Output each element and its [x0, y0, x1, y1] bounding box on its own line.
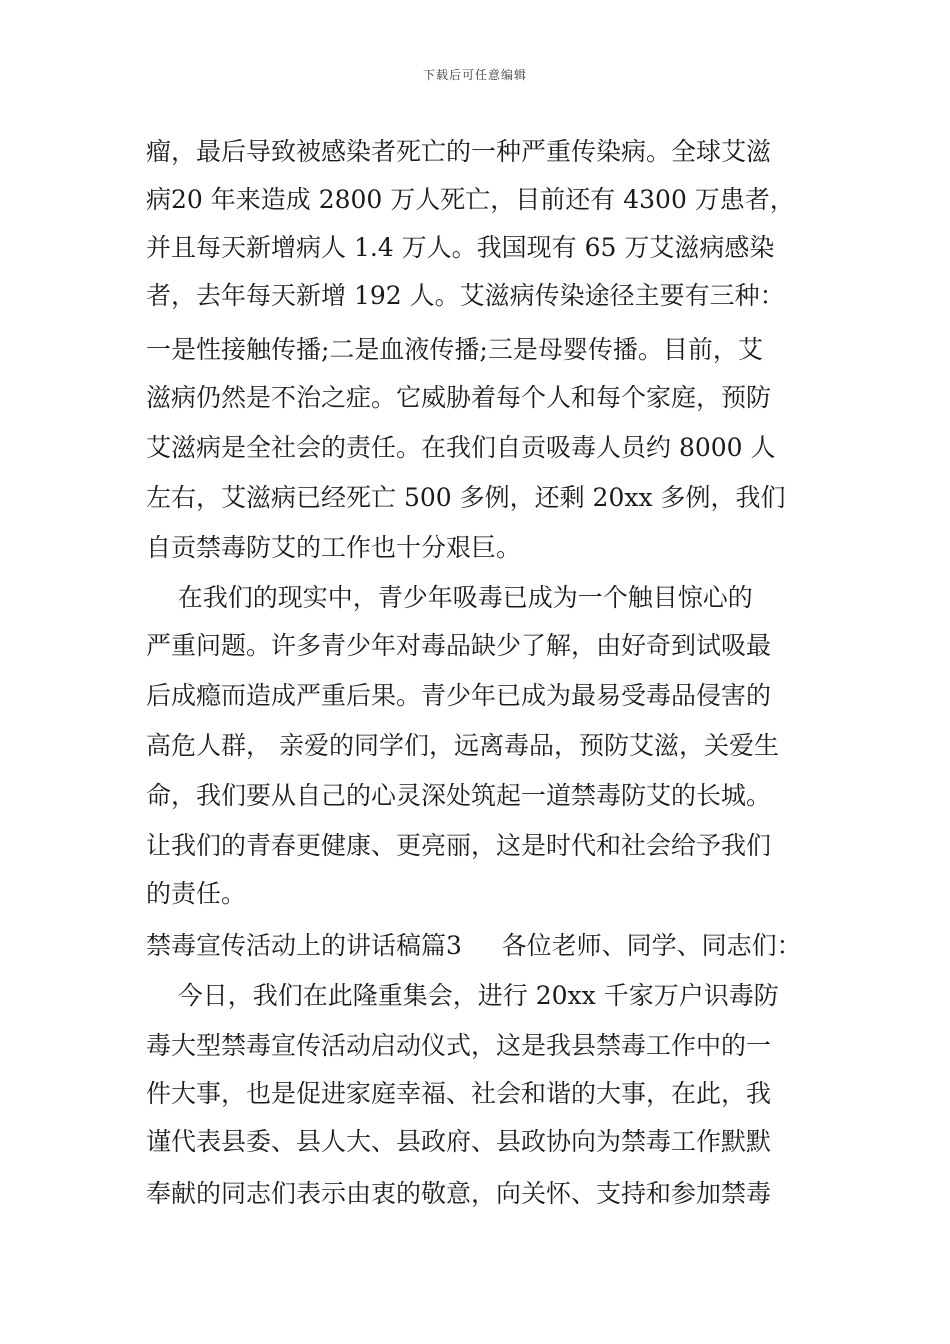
text-line: 让我们的青春更健康、更亮丽，这是时代和社会给予我们 [146, 831, 772, 860]
text-line: 瘤，最后导致被感染者死亡的一种严重传染病。全球艾滋 [146, 137, 772, 166]
text-line: 艾滋病是全社会的责任。在我们自贡吸毒人员约 8000 人 [146, 433, 776, 462]
text-line: 者，去年每天新增 192 人。艾滋病传染途径主要有三种： [146, 281, 785, 310]
text-line: 病20 年来造成 2800 万人死亡，目前还有 4300 万患者， [146, 185, 795, 214]
text-line: 一是性接触传播;二是血液传播;三是母婴传播。目前，艾 [146, 335, 763, 364]
text-line: 今日，我们在此隆重集会，进行 20xx 千家万户识毒防 [146, 981, 779, 1010]
text-line: 毒大型禁毒宣传活动启动仪式，这是我县禁毒工作中的一 [146, 1031, 772, 1060]
text-line: 件大事，也是促进家庭幸福、社会和谐的大事，在此，我 [146, 1079, 772, 1108]
text-line: 左右，艾滋病已经死亡 500 多例，还剩 20xx 多例，我们 [146, 483, 786, 512]
text-line: 的责任。 [146, 879, 247, 908]
text-line: 滋病仍然是不治之症。它威胁着每个人和每个家庭，预防 [146, 383, 772, 412]
section-heading: 禁毒宣传活动上的讲话稿篇3 各位老师、同学、同志们： [146, 931, 802, 960]
text-line: 在我们的现实中，青少年吸毒已成为一个触目惊心的 [146, 583, 753, 612]
text-line: 自贡禁毒防艾的工作也十分艰巨。 [146, 533, 522, 562]
page-header-note: 下载后可任意编辑 [422, 68, 527, 82]
text-line: 高危人群， 亲爱的同学们，远离毒品，预防艾滋，关爱生 [146, 731, 779, 760]
text-line: 后成瘾而造成严重后果。青少年已成为最易受毒品侵害的 [146, 681, 772, 710]
text-line: 严重问题。许多青少年对毒品缺少了解，由好奇到试吸最 [146, 631, 772, 660]
text-line: 奉献的同志们表示由衷的敬意，向关怀、支持和参加禁毒 [146, 1179, 772, 1208]
text-line: 命，我们要从自己的心灵深处筑起一道禁毒防艾的长城。 [146, 781, 772, 810]
text-line: 并且每天新增病人 1.4 万人。我国现有 65 万艾滋病感染 [146, 233, 775, 262]
text-line: 谨代表县委、县人大、县政府、县政协向为禁毒工作默默 [146, 1127, 772, 1156]
